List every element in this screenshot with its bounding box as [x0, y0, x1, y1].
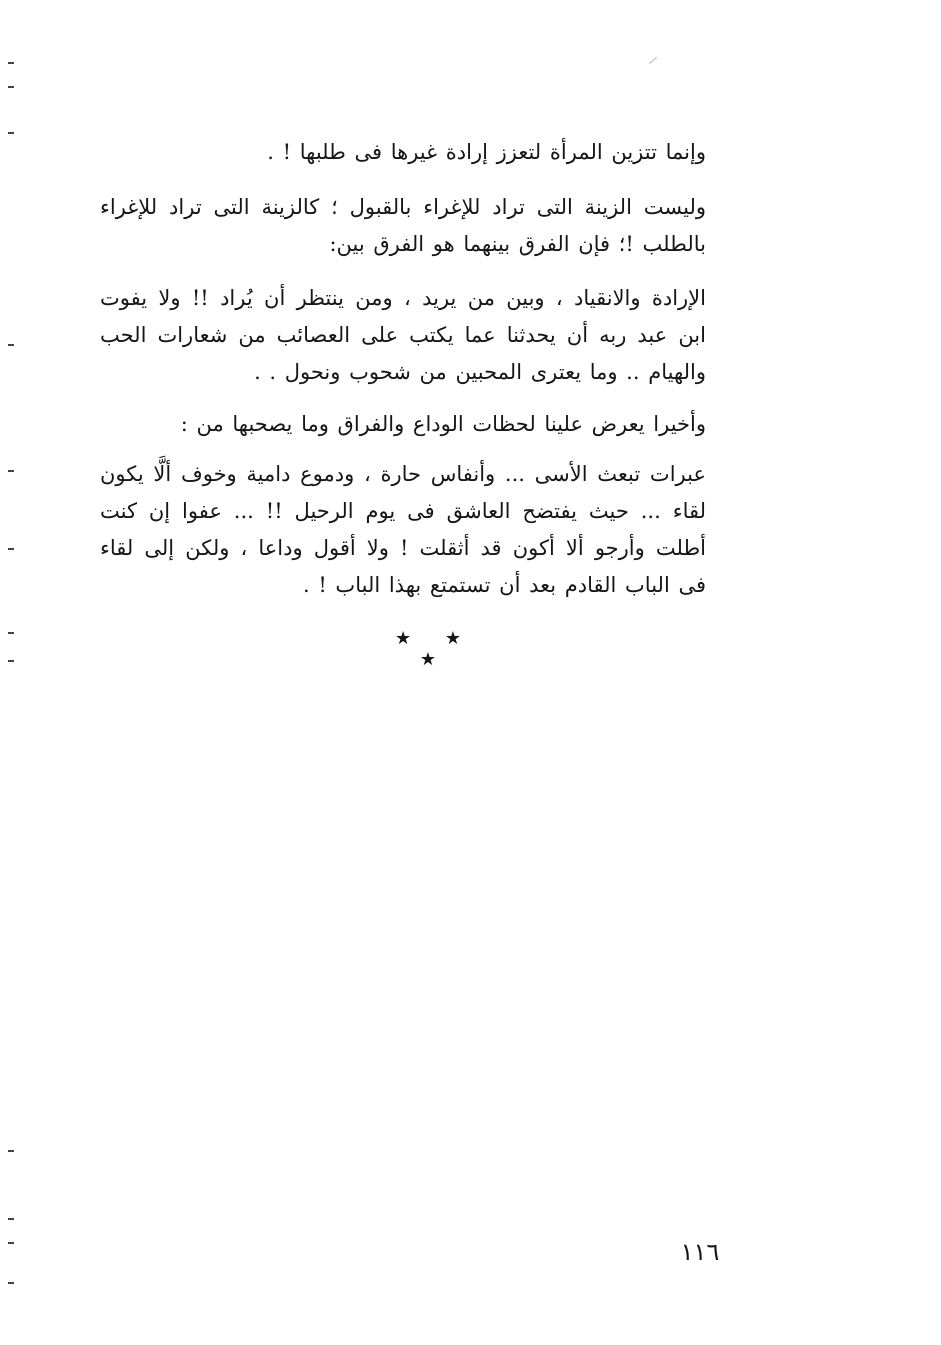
paragraph-4: وأخيرا يعرض علينا لحظات الوداع والفراق وما يصحبها من :	[180, 412, 706, 436]
scan-edge-mark	[8, 344, 14, 346]
scan-edge-mark	[8, 470, 14, 472]
scan-edge-mark	[8, 1218, 14, 1220]
scan-edge-mark	[8, 62, 14, 64]
paragraph-3: الإرادة والانقياد ، وبين من يريد ، ومن ينتظر أن يُراد !! ولا يفوت ابن عبد ربه أن يحدثنا عما يكتب على العصائب من شعارات الحب والهيام .. وما يعترى المحبين من شحوب ونحول . .	[100, 286, 706, 384]
scan-edge-mark	[8, 132, 14, 134]
scan-edge-mark	[8, 1282, 14, 1284]
scan-edge-mark	[8, 632, 14, 634]
page-number: ١١٦	[680, 1238, 720, 1266]
paragraph-2: وليست الزينة التى تراد للإغراء بالقبول ؛ كالزينة التى تراد للإغراء بالطلب !؛ فإن الفرق بينهما هو الفرق بين:	[100, 195, 706, 256]
scan-edge-mark	[8, 548, 14, 550]
paragraph-1: وإنما تتزين المرأة لتعزز إرادة غيرها فى طلبها ! .	[267, 140, 706, 164]
scan-smudge	[649, 57, 657, 64]
scan-edge-mark	[8, 1242, 14, 1244]
scan-edge-mark	[8, 660, 14, 662]
paragraph-5: عبرات تبعث الأسى ... وأنفاس حارة ، ودموع دامية وخوف ألَّا يكون لقاء ... حيث يفتضح العاشق فى يوم الرحيل !! ... عفوا إن كنت أطلت وأرجو ألا أكون قد أثقلت ! ولا أقول وداعا ، ولكن إلى لقاء فى الباب القادم بعد أن تستمتع بهذا الباب ! .	[100, 462, 706, 597]
scan-edge-mark	[8, 86, 14, 88]
scan-edge-mark	[8, 1150, 14, 1152]
section-separator: ★ ★ ★	[395, 628, 475, 670]
